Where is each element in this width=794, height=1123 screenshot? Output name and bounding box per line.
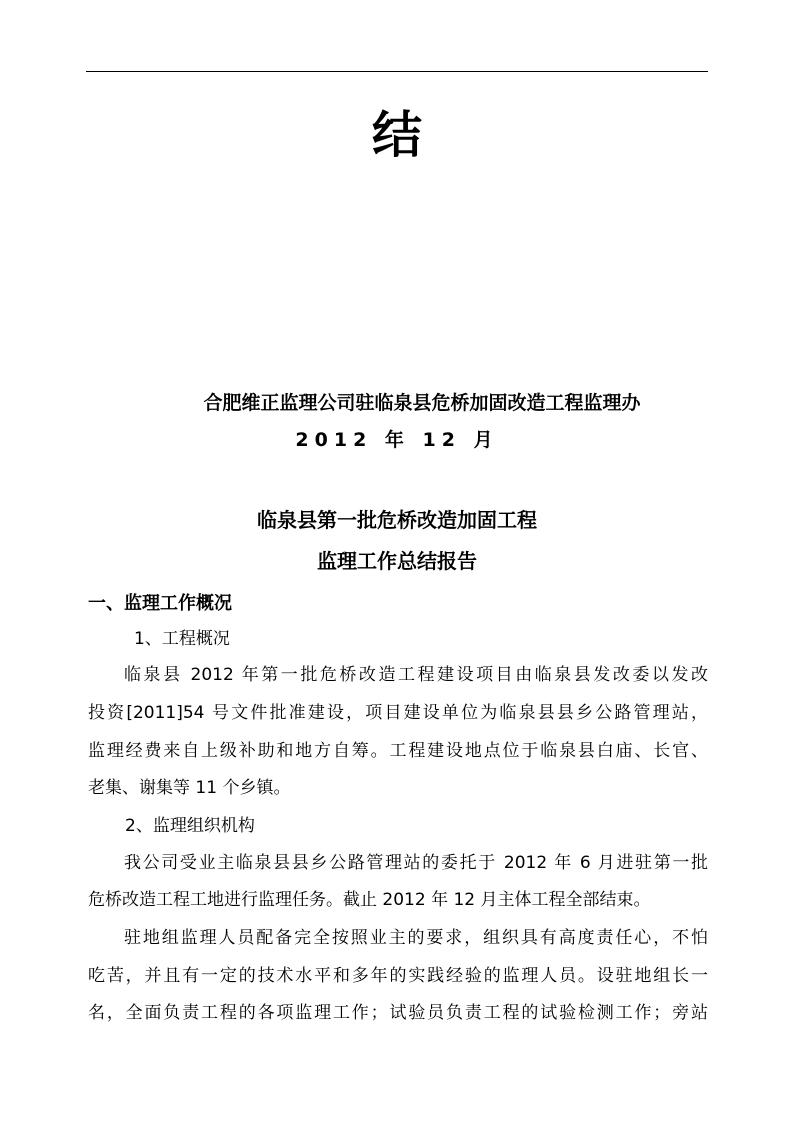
paragraph-line: 监理经费来自上级补助和地方自筹。工程建设地点位于临泉县白庙、长官、 (88, 741, 708, 761)
paragraph-line: 临泉县 2012 年第一批危桥改造工程建设项目由临泉县发改委以发改 (124, 665, 708, 685)
subsection-organization-heading: 2、监理组织机构 (125, 816, 255, 836)
report-title-line1: 临泉县第一批危桥改造加固工程 (257, 508, 537, 532)
paragraph-line: 名，全面负责工程的各项监理工作；试验员负责工程的试验检测工作；旁站 (88, 1003, 708, 1023)
section1-heading: 一、监理工作概况 (88, 593, 232, 614)
paragraph-line: 老集、谢集等 11 个乡镇。 (88, 778, 291, 798)
subsection-project-overview-heading: 1、工程概况 (134, 629, 230, 649)
header-rule (86, 71, 708, 72)
report-title-line2: 监理工作总结报告 (317, 549, 477, 573)
paragraph-line: 我公司受业主临泉县县乡公路管理站的委托于 2012 年 6 月进驻第一批 (124, 853, 708, 873)
cover-heading-char: 结 (372, 106, 422, 164)
organization-name: 合肥维正监理公司驻临泉县危桥加固改造工程监理办 (203, 392, 641, 414)
paragraph-line: 危桥改造工程工地进行监理任务。截止 2012 年 12 月主体工程全部结束。 (88, 890, 651, 910)
report-date: 2012 年 12 月 (295, 429, 499, 451)
paragraph-line: 投资[2011]54 号文件批准建设，项目建设单位为临泉县县乡公路管理站， (88, 703, 708, 723)
paragraph-line: 驻地组监理人员配备完全按照业主的要求，组织具有高度责任心，不怕 (124, 928, 708, 948)
paragraph-line: 吃苦，并且有一定的技术水平和多年的实践经验的监理人员。设驻地组长一 (88, 966, 708, 986)
